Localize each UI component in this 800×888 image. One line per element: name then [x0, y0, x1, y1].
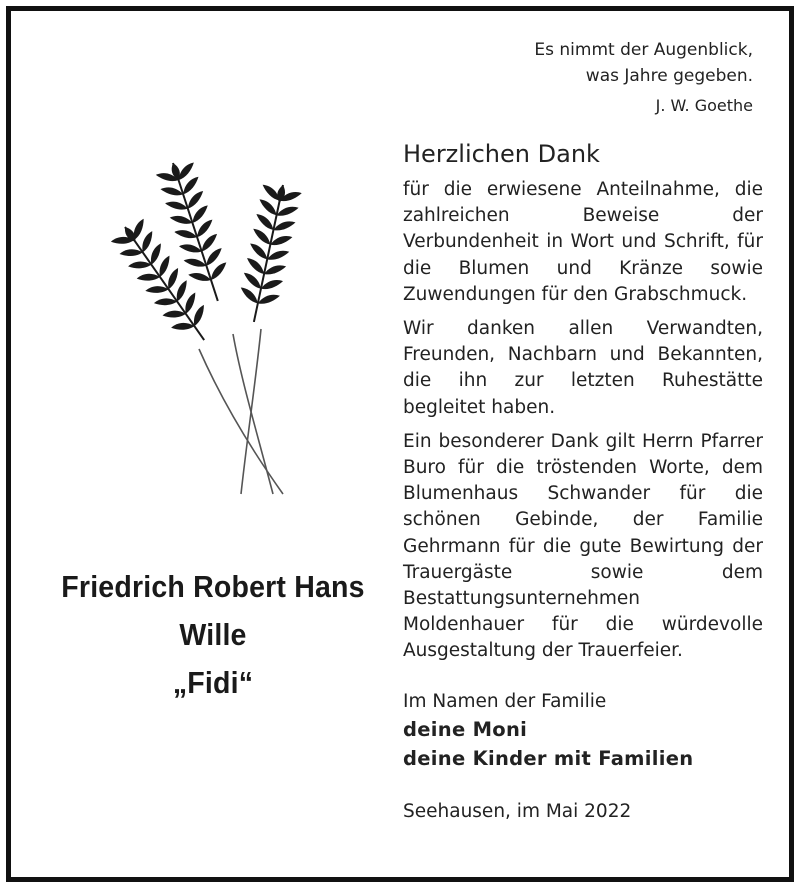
place-and-date: Seehausen, im Mai 2022: [403, 800, 632, 822]
deceased-nickname: „Fidi“: [172, 665, 254, 700]
deceased-name-line-2: Wille: [179, 617, 247, 652]
quote-line-1: Es nimmt der Augenblick,: [534, 40, 753, 60]
thanks-heading: Herzlichen Dank: [403, 140, 600, 168]
obituary-card: [6, 6, 794, 882]
signer-children: deine Kinder mit Familien: [403, 746, 694, 770]
thanks-paragraph-3: Ein besonderer Dank gilt Herrn Pfarrer Buro für die tröstenden Worte, dem Blumenhaus Schwander für die schönen Gebinde, der Familie Gehrmann für die gute Bewirtung der Trauergäste sowie dem Bestattungsunternehmen Moldenhauer für die würdevolle Ausgestaltung der Trauerfeier.: [403, 430, 763, 662]
signer-moni: deine Moni: [403, 717, 528, 741]
quote-author: J. W. Goethe: [655, 96, 753, 115]
thanks-paragraph-1: für die erwiesene Anteilnahme, die zahlreichen Beweise der Verbundenheit in Wort und Schrift, für die Blumen und Kränze sowie Zuwendungen für den Grabschmuck.: [403, 179, 763, 305]
thanks-text: [403, 139, 763, 825]
wheat-ears-icon: [111, 149, 311, 509]
quote-line-2: was Jahre gegeben.: [585, 66, 753, 86]
on-behalf-of-family: Im Namen der Familie: [403, 690, 607, 712]
deceased-name-line-1: Friedrich Robert Hans: [61, 569, 365, 604]
thanks-paragraph-2: Wir danken allen Verwandten, Freunden, Nachbarn und Bekannten, die ihn zur letzten Ruhestätte begleitet haben.: [403, 318, 763, 418]
goethe-quote: [534, 37, 753, 119]
deceased-name: [47, 563, 378, 707]
